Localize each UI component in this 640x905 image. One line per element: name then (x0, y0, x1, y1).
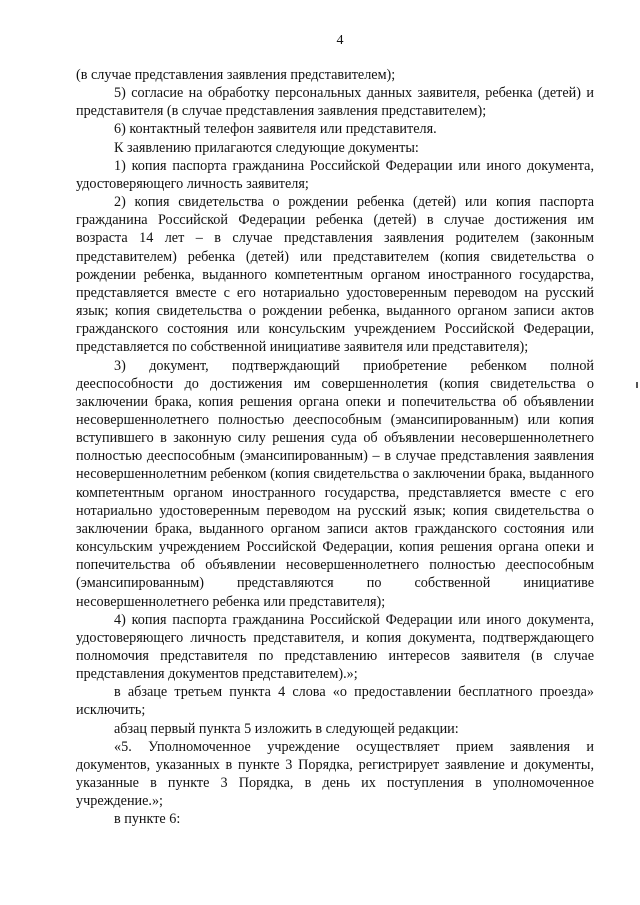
document-body (76, 66, 594, 829)
paragraph: 2) копия свидетельства о рождении ребенка (детей) или копия паспорта гражданина Российской Федерации ребенка (детей) в случае достижения им возраста 14 лет – в случае представления заявления родителем (законным представителем) ребенка (детей) или представителем (копия свидетельства о рождении ребенка, выданного компетентным органом иностранного государства, представляется вместе с его нотариально удостоверенным переводом на русский язык; копия свидетельства о рождении ребенка, выданного органом записи актов гражданского состояния или консульским учреждением Российской Федерации, представляется по собственной инициативе заявителя или представителя); (76, 194, 594, 356)
paragraph: «5. Уполномоченное учреждение осуществляет прием заявления и документов, указанных в пункте 3 Порядка, регистрирует заявление и документы, указанные в пункте 3 Порядка, в день их поступления в уполномоченное учреждение.»; (76, 738, 594, 810)
paragraph: в пункте 6: (114, 811, 181, 828)
paragraph: 4) копия паспорта гражданина Российской Федерации или иного документа, удостоверяющего личность представителя, и копия документа, подтверждающего полномочия представителя по представлению интересов заявителя (в случае представления документов представителем).»; (76, 611, 594, 683)
paragraph: 3) документ, подтверждающий приобретение ребенком полной дееспособности до достижения им совершеннолетия (копия свидетельства о заключении брака, копия решения органа опеки и попечительства об объявлении несовершеннолетнего полностью дееспособным (эмансипированным) или копия вступившего в законную силу решения суда об объявлении несовершеннолетнего полностью дееспособным (эмансипированным) – в случае представления заявления несовершеннолетним ребенком (копия свидетельства о заключении брака, выданного компетентным органом иностранного государства, представляется вместе с его нотариально удостоверенным переводом на русский язык; копия свидетельства о заключении брака, выданного органом записи актов гражданского состояния или консульским учреждением Российской Федерации, копия решения органа опеки и попечительства об объявлении несовершеннолетнего полностью дееспособным (эмансипированным) представляются по собственной инициативе несовершеннолетнего ребенка или представителя); (76, 357, 594, 610)
paragraph: 6) контактный телефон заявителя или представителя. (114, 121, 437, 138)
scan-artifact-mark (636, 382, 638, 388)
paragraph: К заявлению прилагаются следующие документы: (114, 139, 419, 156)
paragraph: (в случае представления заявления представителем); (76, 67, 396, 83)
page-number: 4 (336, 33, 344, 48)
paragraph: в абзаце третьем пункта 4 слова «о предоставлении бесплатного проезда» исключить; (76, 684, 594, 719)
paragraph: 1) копия паспорта гражданина Российской Федерации или иного документа, удостоверяющего личность заявителя; (76, 157, 594, 192)
paragraph: абзац первый пункта 5 изложить в следующей редакции: (114, 720, 459, 737)
paragraph: 5) согласие на обработку персональных данных заявителя, ребенка (детей) и представителя (в случае представления заявления представителем); (76, 85, 594, 120)
